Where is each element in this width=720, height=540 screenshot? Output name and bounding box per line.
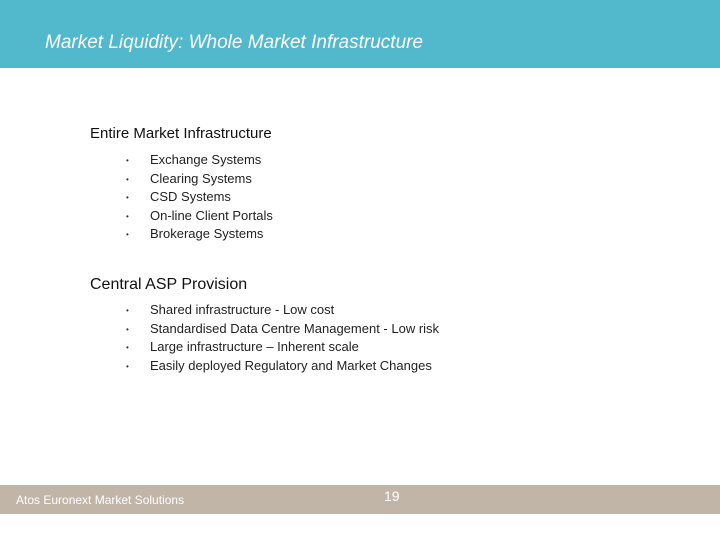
bullet-list	[90, 152, 272, 245]
bullet-dot-icon: •	[126, 361, 129, 371]
list-item-text: Clearing Systems	[150, 170, 252, 186]
list-item-text: CSD Systems	[150, 189, 231, 205]
section-entire-market-infrastructure	[90, 125, 272, 245]
list-item-text: Standardised Data Centre Management - Low risk	[150, 320, 440, 336]
list-item	[90, 189, 272, 208]
bullet-dot-icon: •	[126, 174, 129, 184]
list-item	[90, 171, 272, 190]
list-item	[90, 226, 272, 245]
bullet-dot-icon: •	[126, 193, 129, 203]
list-item	[90, 152, 272, 171]
list-item-text: Brokerage Systems	[150, 226, 264, 242]
bullet-dot-icon: •	[126, 230, 129, 240]
bullet-dot-icon: •	[126, 306, 129, 315]
list-item-text: Shared infrastructure - Low cost	[150, 302, 335, 317]
slide-title: Market Liquidity: Whole Market Infrastructure	[45, 32, 424, 53]
list-item	[90, 320, 440, 340]
list-item	[90, 302, 335, 321]
section-heading: Entire Market Infrastructure	[90, 125, 272, 142]
list-item-text: Exchange Systems	[150, 152, 262, 167]
list-item-text: Easily deployed Regulatory and Market Changes	[150, 357, 432, 373]
list-item-text: Large infrastructure – Inherent scale	[150, 339, 359, 355]
section-central-asp-provision	[90, 276, 440, 376]
page-number: 19	[384, 488, 400, 504]
footer-company: Atos Euronext Market Solutions	[16, 493, 185, 507]
list-item	[90, 357, 432, 377]
list-item-text: On-line Client Portals	[150, 207, 273, 223]
section-heading: Central ASP Provision	[90, 276, 248, 293]
bullet-dot-icon: •	[126, 343, 129, 353]
bullet-list	[90, 302, 440, 376]
footer-bar	[0, 485, 720, 514]
bullet-dot-icon: •	[126, 211, 129, 221]
bullet-dot-icon: •	[126, 324, 129, 334]
list-item	[90, 208, 272, 227]
title-bar	[0, 0, 720, 68]
bullet-dot-icon: •	[126, 156, 129, 165]
list-item	[90, 339, 359, 358]
